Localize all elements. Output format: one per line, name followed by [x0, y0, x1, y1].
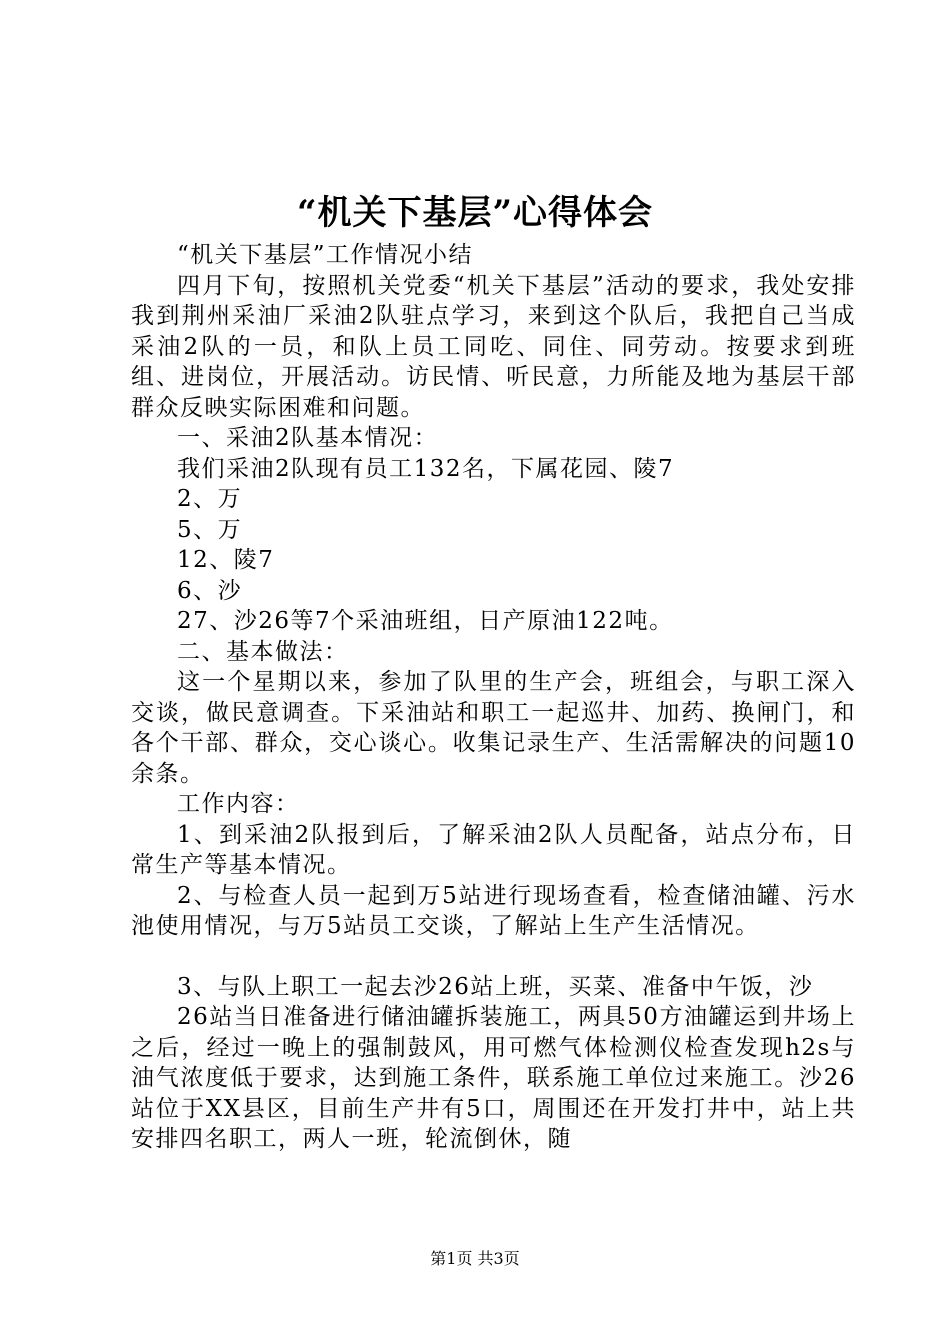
paragraph: 1、到采油2队报到后，了解采油2队人员配备，站点分布，日常生产等基本情况。	[131, 821, 856, 878]
paragraph: 5、万	[177, 516, 243, 543]
paragraph: 26站当日准备进行储油罐拆装施工，两具50方油罐运到井场上之后，经过一晚上的强制鼓风，用可燃气体检测仪检查发现h2s与油气浓度低于要求，达到施工条件，联系施工单位过来施工。沙26站位于XX县区，目前生产井有5口，周围还在开发打井中，站上共安排四名职工，两人一班，轮流倒休，随	[131, 1004, 856, 1152]
paragraph: “机关下基层”工作情况小结	[177, 242, 474, 268]
paragraph: 一、采油2队基本情况：	[177, 425, 439, 451]
paragraph: 6、沙	[177, 577, 243, 604]
document-title: “机关下基层”心得体会	[296, 193, 654, 233]
paragraph: 工作内容：	[177, 791, 300, 817]
paragraph: 二、基本做法：	[177, 638, 349, 665]
paragraph: 12、陵7	[177, 547, 275, 573]
paragraph: 3、与队上职工一起去沙26站上班，买菜、准备中午饭，沙	[177, 973, 814, 1000]
paragraph: 27、沙26等7个采油班组，日产原油122吨。	[177, 608, 674, 634]
paragraph: 这一个星期以来，参加了队里的生产会，班组会，与职工深入交谈，做民意调查。下采油站和职工一起巡井、加药、换闸门，和各个干部、群众，交心谈心。收集记录生产、生活需解决的问题10余条。	[131, 669, 856, 787]
page-footer: 第1页 共3页	[430, 1249, 520, 1268]
paragraph: 四月下旬，按照机关党委“机关下基层”活动的要求，我处安排我到荆州采油厂采油2队驻点学习，来到这个队后，我把自己当成采油2队的一员，和队上员工同吃、同住、同劳动。按要求到班组、进岗位，开展活动。访民情、听民意，力所能及地为基层干部群众反映实际困难和问题。	[131, 272, 856, 421]
paragraph: 2、万	[177, 486, 243, 512]
paragraph: 2、与检查人员一起到万5站进行现场查看，检查储油罐、污水池使用情况，与万5站员工交谈，了解站上生产生活情况。	[131, 882, 856, 939]
paragraph: 我们采油2队现有员工132名，下属花园、陵7	[177, 455, 675, 482]
paragraph-gap	[131, 942, 856, 972]
document-body	[131, 240, 856, 1155]
